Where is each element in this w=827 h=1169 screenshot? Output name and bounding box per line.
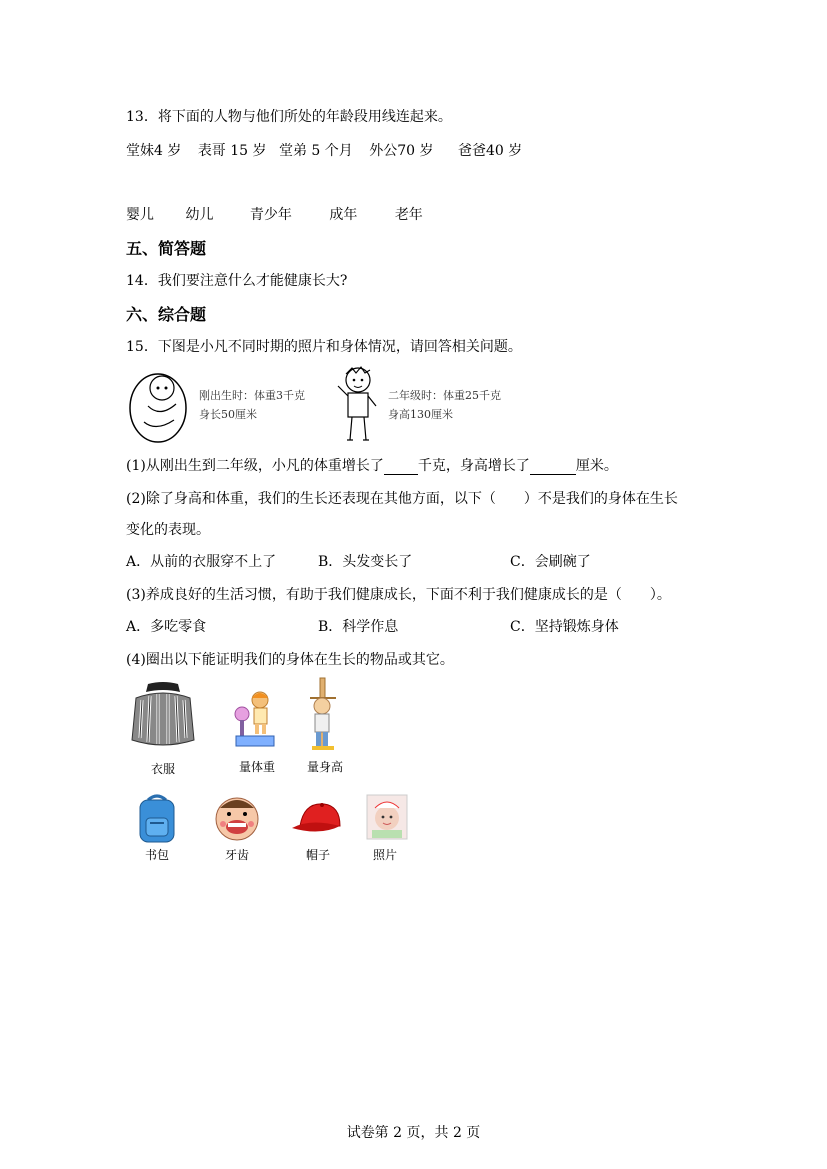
sub1-text-a: (1)从刚出生到二年级，小凡的体重增长了	[126, 458, 384, 474]
sub2-line2: 变化的表现。	[126, 522, 210, 538]
caption-cap: 帽子	[305, 848, 330, 862]
stage-item[interactable]: 青少年	[249, 207, 292, 223]
stage-item[interactable]: 成年	[329, 207, 358, 223]
sub3-option-b[interactable]: B．科学作息	[318, 619, 399, 635]
q13-prompt: 13．将下面的人物与他们所处的年龄段用线连起来。	[126, 109, 452, 125]
person-item[interactable]: 表哥 15 岁	[197, 143, 267, 159]
section6-title: 六、综合题	[126, 305, 207, 324]
sub3-option-c[interactable]: C．坚持锻炼身体	[510, 619, 619, 635]
kid-height-label: 身高130厘米	[388, 408, 453, 421]
baby-illustration	[126, 366, 196, 446]
q13-people-row	[126, 140, 522, 160]
caption-clothes: 衣服	[150, 762, 175, 776]
child-illustration	[330, 364, 386, 444]
stage-item[interactable]: 老年	[394, 207, 423, 223]
teeth-icon[interactable]	[214, 796, 260, 842]
person-item[interactable]: 爸爸40 岁	[457, 143, 523, 159]
sub2-line1: (2)除了身高和体重，我们的生长还表现在其他方面，以下（ ）不是我们的身体在生长	[126, 491, 678, 507]
baby-length-label: 身长50厘米	[199, 408, 257, 421]
photo-icon[interactable]	[366, 794, 408, 840]
height-measure-icon[interactable]	[306, 678, 342, 752]
height-blank[interactable]	[530, 460, 576, 475]
weight-blank[interactable]	[384, 460, 418, 475]
sub2-option-a[interactable]: A．从前的衣服穿不上了	[126, 554, 277, 570]
stage-item[interactable]: 幼儿	[185, 207, 214, 223]
kid-weight-label: 二年级时：体重25千克	[388, 389, 501, 402]
sub2-option-b[interactable]: B．头发变长了	[318, 554, 413, 570]
person-item[interactable]: 外公70 岁	[369, 143, 434, 159]
caption-bag: 书包	[144, 848, 169, 862]
sub4-line1: (4)圈出以下能证明我们的身体在生长的物品或其它。	[126, 652, 454, 668]
person-item[interactable]: 堂弟 5 个月	[278, 143, 353, 159]
sub3-option-a[interactable]: A．多吃零食	[126, 619, 207, 635]
clothes-icon[interactable]	[128, 680, 198, 750]
q13-stages-row	[126, 204, 423, 224]
q15-text: 15．下图是小凡不同时期的照片和身体情况，请回答相关问题。	[126, 339, 522, 355]
scale-weight-icon[interactable]	[230, 690, 278, 750]
sub1-text-b: 千克，身高增长了	[417, 458, 530, 474]
caption-height: 量身高	[306, 760, 343, 774]
caption-weigh: 量体重	[238, 760, 275, 774]
baby-weight-label: 刚出生时：体重3千克	[199, 389, 305, 402]
stage-item[interactable]: 婴儿	[126, 207, 154, 223]
person-item[interactable]: 堂妹4 岁	[126, 143, 182, 159]
page-footer: 试卷第 2 页，共 2 页	[346, 1125, 481, 1141]
sub2-option-c[interactable]: C．会刷碗了	[510, 554, 591, 570]
sub1-text-c: 厘米。	[575, 458, 618, 474]
sub1-line	[126, 455, 618, 475]
sub3-line1: (3)养成良好的生活习惯，有助于我们健康成长，下面不利于我们健康成长的是（ ）。	[126, 587, 671, 603]
backpack-icon[interactable]	[134, 794, 180, 844]
q14-text: 14．我们要注意什么才能健康长大?	[126, 273, 348, 289]
section5-title: 五、简答题	[126, 239, 207, 258]
caption-teeth: 牙齿	[224, 848, 249, 862]
caption-photo: 照片	[372, 848, 397, 862]
cap-icon[interactable]	[290, 800, 346, 838]
